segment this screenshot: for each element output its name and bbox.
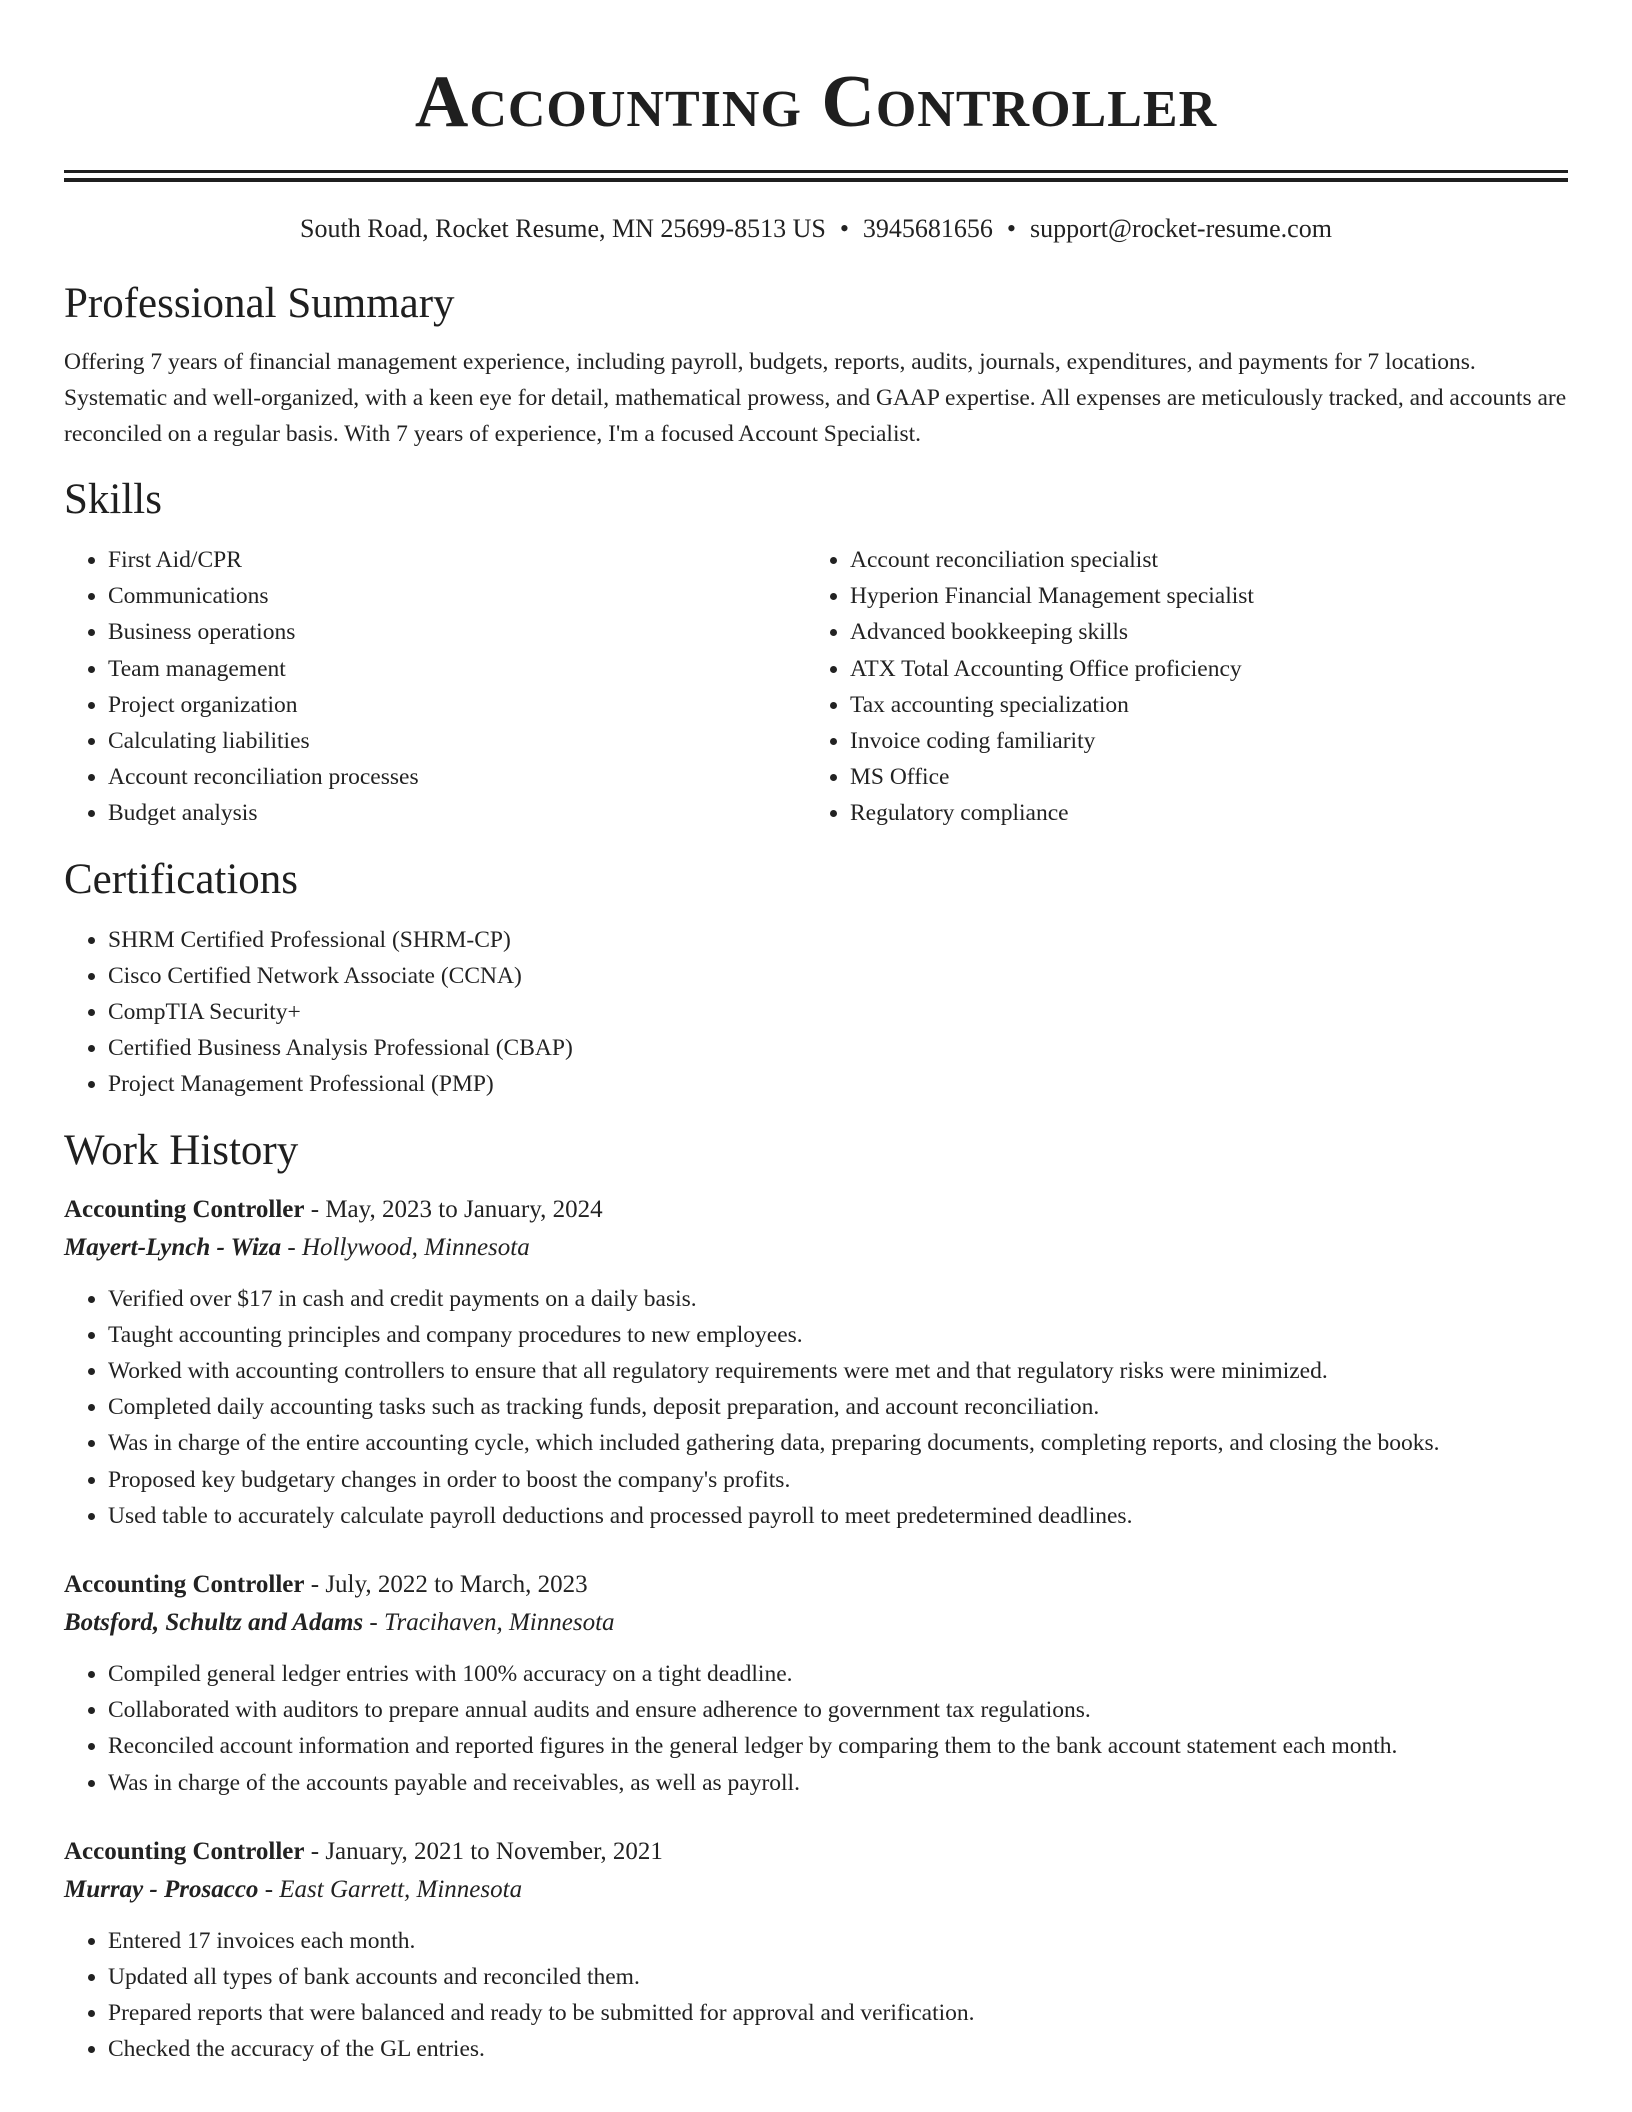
work-history-section: [64, 1125, 1568, 2068]
skills-section: [64, 474, 1568, 832]
job-entry: [64, 1833, 1568, 2068]
skill-item: • Team management: [108, 651, 806, 687]
job-bullet: • Verified over $17 in cash and credit payments on a daily basis.: [108, 1281, 1568, 1317]
skill-item: • Business operations: [108, 614, 806, 650]
skill-item: • Hyperion Financial Management specialist: [850, 578, 1548, 614]
contact-separator: •: [1006, 214, 1017, 243]
job-bullet: • Completed daily accounting tasks such as tracking funds, deposit preparation, and account reconciliation.: [108, 1389, 1568, 1425]
job-company: Botsford, Schultz and Adams: [64, 1609, 364, 1637]
certifications-list: [64, 922, 1568, 1103]
skills-list-right: [806, 542, 1548, 832]
certification-item: • Project Management Professional (PMP): [108, 1066, 1568, 1102]
job-company: Murray - Prosacco: [64, 1875, 259, 1903]
job-bullet: • Checked the accuracy of the GL entries.: [108, 2031, 1568, 2067]
job-dates: - July, 2022 to March, 2023: [304, 1571, 588, 1599]
certification-item: • SHRM Certified Professional (SHRM-CP): [108, 922, 1568, 958]
job-location: - Tracihaven, Minnesota: [363, 1609, 615, 1637]
job-title: Accounting Controller: [64, 1571, 305, 1599]
certifications-heading: Certifications: [64, 855, 299, 903]
certification-item: • Certified Business Analysis Professional (CBAP): [108, 1030, 1568, 1066]
job-location: - Hollywood, Minnesota: [281, 1233, 530, 1261]
job-company: Mayert-Lynch - Wiza: [64, 1233, 282, 1261]
job-bullet: • Updated all types of bank accounts and reconciled them.: [108, 1959, 1568, 1995]
contact-phone: 3945681656: [862, 214, 993, 243]
skills-column-left: [64, 542, 806, 832]
summary-heading: Professional Summary: [64, 280, 455, 327]
job-bullet: • Reconciled account information and reported figures in the general ledger by comparing them to the bank account statement each month.: [108, 1728, 1568, 1764]
job-bullet: • Was in charge of the entire accounting cycle, which included gathering data, preparing documents, completing reports, and closing the books.: [108, 1425, 1568, 1461]
job-title: Accounting Controller: [64, 1837, 305, 1865]
job-bullet: • Prepared reports that were balanced and ready to be submitted for approval and verification.: [108, 1995, 1568, 2031]
contact-separator: •: [839, 214, 849, 243]
job-bullet: • Taught accounting principles and company procedures to new employees.: [108, 1317, 1568, 1353]
skills-heading: Skills: [64, 476, 162, 523]
job-bullet: • Worked with accounting controllers to ensure that all regulatory requirements were met and that regulatory risks were minimized.: [108, 1353, 1568, 1389]
skill-item: • Regulatory compliance: [850, 795, 1548, 831]
job-entry: [64, 1566, 1568, 1801]
job-title: Accounting Controller: [64, 1195, 305, 1223]
skill-item: • Budget analysis: [108, 795, 806, 831]
skill-item: • Communications: [108, 578, 806, 614]
job-bullet: • Compiled general ledger entries with 100% accuracy on a tight deadline.: [108, 1656, 1568, 1692]
certification-item: • CompTIA Security+: [108, 994, 1568, 1030]
job-location: - East Garrett, Minnesota: [258, 1875, 523, 1903]
skills-grid: [64, 542, 1568, 832]
job-title-line: [64, 1191, 1568, 1229]
job-bullet: • Collaborated with auditors to prepare annual audits and ensure adherence to government tax regulations.: [108, 1692, 1568, 1728]
skill-item: • Account reconciliation processes: [108, 759, 806, 795]
contact-email: support@rocket-resume.com: [1030, 214, 1332, 243]
resume-name: Accounting Controller: [414, 61, 1218, 143]
skill-item: • Calculating liabilities: [108, 723, 806, 759]
skills-column-right: [806, 542, 1548, 832]
job-title-line: [64, 1566, 1568, 1604]
skills-list-left: [64, 542, 806, 832]
job-company-line: [64, 1871, 1568, 1909]
header-double-rule: [64, 170, 1568, 182]
contact-line: [64, 212, 1568, 246]
job-bullet: • Was in charge of the accounts payable and receivables, as well as payroll.: [108, 1765, 1568, 1801]
job-bullets: [64, 1281, 1568, 1534]
job-company-line: [64, 1229, 1568, 1267]
job-dates: - May, 2023 to January, 2024: [304, 1195, 603, 1223]
skill-item: • ATX Total Accounting Office proficiency: [850, 651, 1548, 687]
job-entry: [64, 1191, 1568, 1534]
certifications-section: [64, 854, 1568, 1103]
job-bullet: • Proposed key budgetary changes in order to boost the company's profits.: [108, 1462, 1568, 1498]
skill-item: • Invoice coding familiarity: [850, 723, 1548, 759]
skill-item: • Advanced bookkeeping skills: [850, 614, 1548, 650]
skill-item: • Account reconciliation specialist: [850, 542, 1548, 578]
job-bullets: [64, 1923, 1568, 2068]
summary-text: Offering 7 years of financial management experience, including payroll, budgets, reports, audits, journals, expenditures, and payments for 7 locations. Systematic and well-organized, with a keen eye for detail, mathematical prowess, and GAAP expertise. All expenses are meticulously tracked, and accounts are reconciled on a regular basis. With 7 years of experience, I'm a focused Account Specialist.: [64, 349, 1567, 447]
job-title-line: [64, 1833, 1568, 1871]
certification-item: • Cisco Certified Network Associate (CCNA): [108, 958, 1568, 994]
job-bullet: • Used table to accurately calculate payroll deductions and processed payroll to meet predetermined deadlines.: [108, 1498, 1568, 1534]
job-dates: - January, 2021 to November, 2021: [304, 1837, 663, 1865]
job-bullets: [64, 1656, 1568, 1801]
job-company-line: [64, 1604, 1568, 1642]
job-bullet: • Entered 17 invoices each month.: [108, 1923, 1568, 1959]
skill-item: • Project organization: [108, 687, 806, 723]
summary-section: [64, 278, 1568, 452]
contact-address: South Road, Rocket Resume, MN 25699-8513 US: [300, 214, 826, 243]
skill-item: • First Aid/CPR: [108, 542, 806, 578]
skill-item: • Tax accounting specialization: [850, 687, 1548, 723]
skill-item: • MS Office: [850, 759, 1548, 795]
work-history-heading: Work History: [64, 1126, 299, 1174]
